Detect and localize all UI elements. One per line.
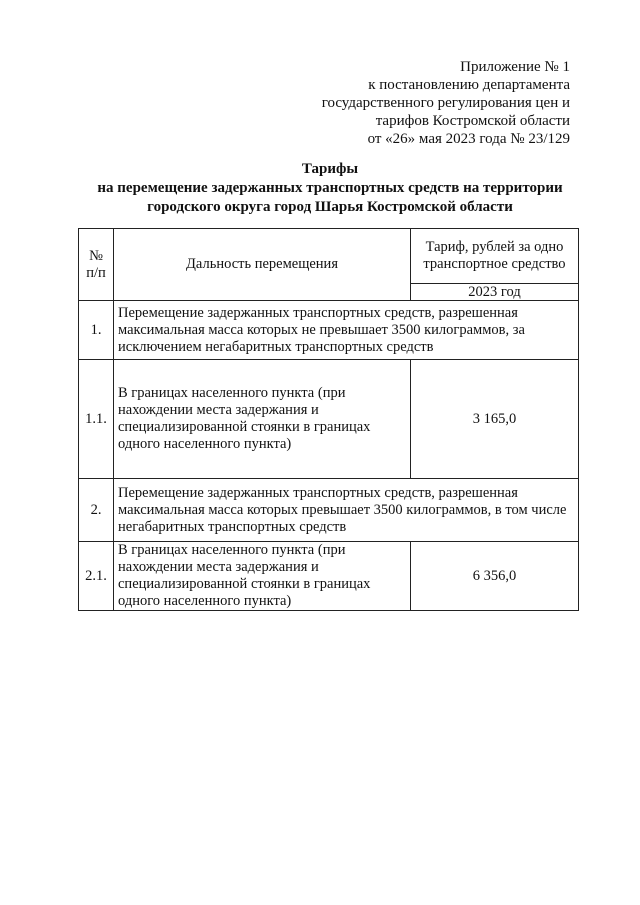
header-tariff: Тариф, рублей за одно транспортное средство	[411, 229, 579, 284]
row-description: В границах населенного пункта (при нахождении места задержания и специализированной стоянки в границах одного населенного пункта)	[114, 542, 411, 611]
title-line: на перемещение задержанных транспортных средств на территории	[97, 180, 563, 196]
appendix-line: государственного регулирования цен и	[321, 95, 570, 111]
header-number: № п/п	[79, 229, 114, 301]
appendix-line: к постановлению департамента	[368, 77, 570, 93]
appendix-line: от «26» мая 2023 года № 23/129	[367, 131, 570, 147]
title-line: Тарифы	[301, 161, 359, 177]
document-title	[60, 160, 600, 217]
header-year: 2023 год	[411, 284, 579, 301]
table-row	[79, 301, 579, 360]
row-description: Перемещение задержанных транспортных средств, разрешенная максимальная масса которых превышает 3500 килограммов, в том числе негабаритных транспортных средств	[114, 479, 579, 542]
row-description: Перемещение задержанных транспортных средств, разрешенная максимальная масса которых не превышает 3500 килограммов, за исключением негабаритных транспортных средств	[114, 301, 579, 360]
table-row	[79, 479, 579, 542]
table-row	[79, 542, 579, 611]
tariff-table	[78, 228, 579, 611]
title-line: городского округа город Шарья Костромской области	[147, 199, 513, 215]
table-header-row	[79, 229, 579, 284]
appendix-line: тарифов Костромской области	[375, 113, 570, 129]
row-description: В границах населенного пункта (при нахождении места задержания и специализированной стоянки в границах одного населенного пункта)	[114, 360, 411, 479]
appendix-line: Приложение № 1	[460, 59, 570, 75]
row-number: 2.1.	[79, 542, 114, 611]
row-number: 2.	[79, 479, 114, 542]
row-number: 1.	[79, 301, 114, 360]
appendix-block	[240, 58, 570, 148]
row-number: 1.1.	[79, 360, 114, 479]
table-row	[79, 360, 579, 479]
row-tariff-value: 3 165,0	[411, 360, 579, 479]
row-tariff-value: 6 356,0	[411, 542, 579, 611]
header-distance: Дальность перемещения	[114, 229, 411, 301]
